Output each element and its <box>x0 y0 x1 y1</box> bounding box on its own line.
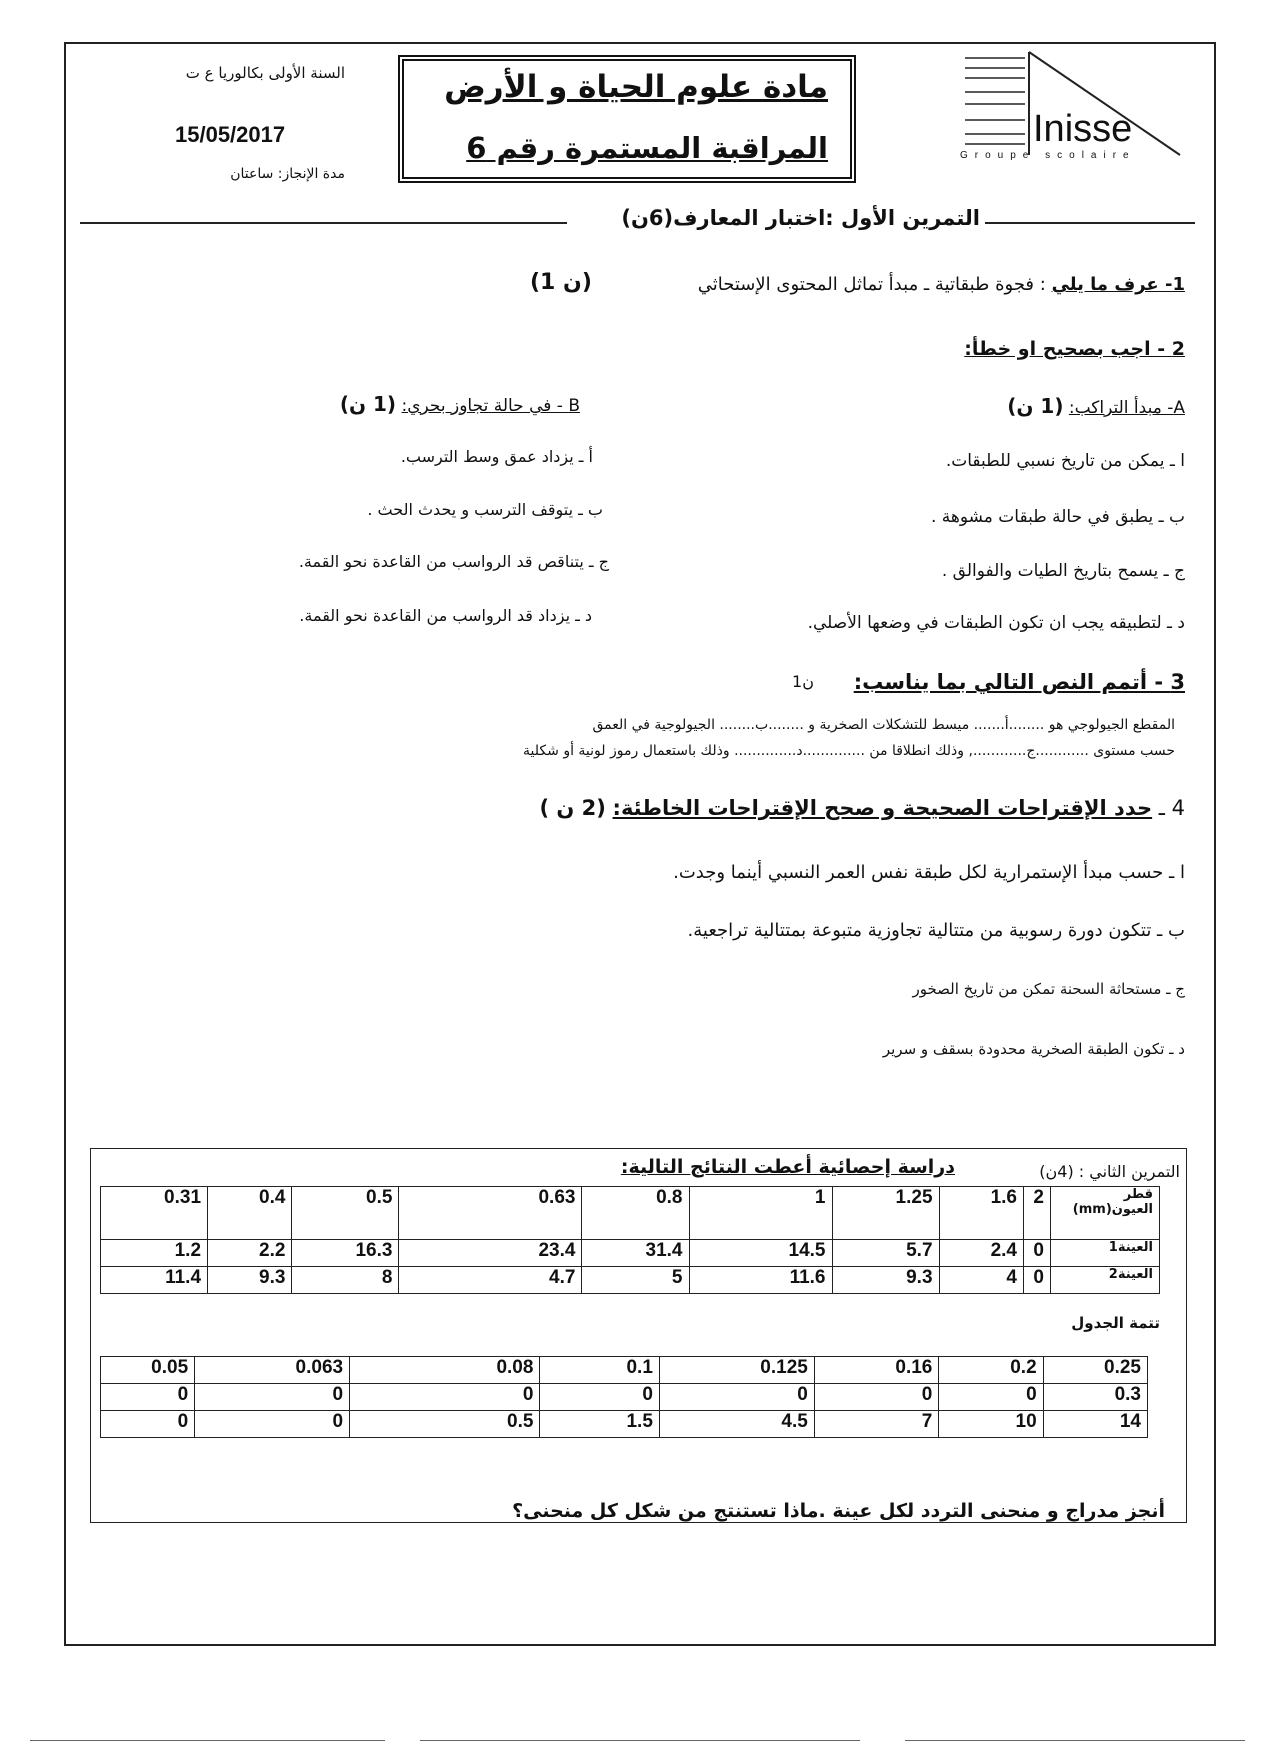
school-logo <box>955 50 1195 165</box>
table-row <box>101 1411 1148 1438</box>
q3-label: 3 - أتمم النص التالي بما يناسب: <box>853 670 1185 694</box>
table-cell: 0.2 <box>939 1357 1043 1384</box>
q3-text-line2: حسب مستوى ............ج............, وذلك انطلاقا من ..............د.............. وذلك باستعمال رموز لونية أو شكلية <box>523 743 1175 759</box>
table-cell: 0.063 <box>195 1357 350 1384</box>
title-box <box>398 55 856 183</box>
b-header <box>340 392 580 416</box>
logo-subtitle: Groupe scolaire <box>960 150 1136 161</box>
row-label: العينة2 <box>1051 1267 1160 1294</box>
section-rule-left <box>80 222 567 224</box>
q4-item: د ـ تكون الطبقة الصخرية محدودة بسقف و سرير <box>882 1040 1185 1058</box>
results-table-2 <box>100 1356 1148 1438</box>
table-cell: 23.4 <box>399 1240 582 1267</box>
q3-text-line1: المقطع الجيولوجي هو ........أ....... ميسط للتشكلات الصخرية و ........ب........ الجيولوجية في العمق <box>592 717 1175 733</box>
table-row <box>101 1187 1160 1240</box>
table-cell: 2.2 <box>208 1240 292 1267</box>
table-cell: 0 <box>659 1384 814 1411</box>
table-row <box>101 1267 1160 1294</box>
table-cell: 4.7 <box>399 1267 582 1294</box>
table-cell: 4.5 <box>659 1411 814 1438</box>
table-cell: 16.3 <box>292 1240 399 1267</box>
exercise2-intro: دراسة إحصائية أعطت النتائج التالية: <box>620 1156 955 1178</box>
table-cell: 11.6 <box>689 1267 832 1294</box>
table-cell: 1.2 <box>101 1240 208 1267</box>
q1-row <box>698 274 1185 295</box>
table-cell: 31.4 <box>582 1240 689 1267</box>
table-cell: 0 <box>1024 1240 1051 1267</box>
b-item: أ ـ يزداد عمق وسط الترسب. <box>400 447 593 466</box>
row-label: قطر العيون(mm) <box>1051 1187 1160 1240</box>
table-row <box>101 1240 1160 1267</box>
table-cell: 0 <box>1024 1267 1051 1294</box>
table-cell: 0.4 <box>208 1187 292 1240</box>
table-cell: 0.5 <box>350 1411 540 1438</box>
table-cell: 7 <box>814 1411 939 1438</box>
section-rule-right <box>985 222 1195 224</box>
q4-item: ب ـ تتكون دورة رسوبية من متتالية تجاوزية متبوعة بمتتالية تراجعية. <box>687 920 1185 941</box>
q1-points: (1 ن) <box>530 270 592 295</box>
table-cell: 0 <box>814 1384 939 1411</box>
q4-header <box>539 796 1185 820</box>
b-label: B - في حالة تجاوز بحري: <box>401 396 580 416</box>
table-cell: 5.7 <box>832 1240 939 1267</box>
table-cell: 5 <box>582 1267 689 1294</box>
table-cell: 0.08 <box>350 1357 540 1384</box>
logo-name: Inisse <box>1033 108 1133 150</box>
table-cell: 1 <box>689 1187 832 1240</box>
q1-text: : فجوة طبقاتية ـ مبدأ تماثل المحتوى الإستحاثي <box>697 274 1046 295</box>
table-cell: 0.16 <box>814 1357 939 1384</box>
table-cell: 2.4 <box>939 1240 1023 1267</box>
q4-item: ج ـ مستحاثة السحنة تمكن من تاريخ الصخور <box>912 980 1185 998</box>
row-label: العينة1 <box>1051 1240 1160 1267</box>
table-cell: 14.5 <box>689 1240 832 1267</box>
q4-points: (2 ن ) <box>539 796 606 820</box>
table-cell: 0.1 <box>540 1357 659 1384</box>
table-cell: 1.25 <box>832 1187 939 1240</box>
a-item: ا ـ يمكن من تاريخ نسبي للطبقات. <box>945 451 1185 471</box>
exam-title: المراقبة المستمرة رقم 6 <box>466 131 828 165</box>
subject-title: مادة علوم الحياة و الأرض <box>444 69 828 105</box>
q3-points: 1ن <box>792 672 814 691</box>
footer-line <box>905 1740 1245 1741</box>
a-label: A- مبدأ التراكب: <box>1068 398 1185 418</box>
table-cell: 1.6 <box>939 1187 1023 1240</box>
table-cell: 11.4 <box>101 1267 208 1294</box>
b-item: ب ـ يتوقف الترسب و يحدث الحث . <box>367 500 603 519</box>
b-item: د ـ يزداد قد الرواسب من القاعدة نحو القمة. <box>299 606 592 625</box>
table-continuation-label: تتمة الجدول <box>1071 1314 1160 1332</box>
q4-label: حدد الإقتراحات الصحيحة و صحح الإقتراحات الخاطئة: <box>612 796 1153 820</box>
table-cell: 1.5 <box>540 1411 659 1438</box>
table-cell: 0.3 <box>1043 1384 1147 1411</box>
a-item: د ـ لتطبيقه يجب ان تكون الطبقات في وضعها الأصلي. <box>807 613 1185 633</box>
exercise2-question: أنجز مدراج و منحنى التردد لكل عينة .ماذا تستنتج من شكل كل منحنى؟ <box>512 1500 1165 1522</box>
table-cell: 0 <box>195 1384 350 1411</box>
table-cell: 0 <box>101 1411 195 1438</box>
table-row <box>101 1384 1148 1411</box>
footer-line <box>30 1740 385 1741</box>
a-item: ج ـ يسمح بتاريخ الطيات والفوالق . <box>941 561 1185 581</box>
level-label: السنة الأولى بكالوريا ع ت <box>185 64 345 82</box>
table-cell: 0.25 <box>1043 1357 1147 1384</box>
table-cell: 8 <box>292 1267 399 1294</box>
table-cell: 0 <box>195 1411 350 1438</box>
q4-number: 4 ـ <box>1158 796 1185 820</box>
a-header <box>1007 394 1185 418</box>
a-item: ب ـ يطبق في حالة طبقات مشوهة . <box>930 507 1185 527</box>
table-cell: 0 <box>939 1384 1043 1411</box>
table-cell: 4 <box>939 1267 1023 1294</box>
q2-label: 2 - اجب بصحيح او خطأ: <box>964 338 1185 360</box>
table-cell: 0 <box>101 1384 195 1411</box>
table-row <box>101 1357 1148 1384</box>
b-item: ج ـ يتناقص قد الرواسب من القاعدة نحو القمة. <box>298 552 609 571</box>
table-cell: 0.31 <box>101 1187 208 1240</box>
table-cell: 0.8 <box>582 1187 689 1240</box>
exercise2-title: التمرين الثاني : (4ن) <box>1039 1162 1180 1181</box>
table-cell: 14 <box>1043 1411 1147 1438</box>
table-cell: 9.3 <box>832 1267 939 1294</box>
table-cell: 10 <box>939 1411 1043 1438</box>
duration-label: مدة الإنجاز: ساعتان <box>230 166 345 182</box>
table-cell: 0.05 <box>101 1357 195 1384</box>
table-cell: 0.125 <box>659 1357 814 1384</box>
table-cell: 9.3 <box>208 1267 292 1294</box>
table-cell: 0.5 <box>292 1187 399 1240</box>
a-points: (1 ن) <box>1007 394 1064 418</box>
table-cell: 0.63 <box>399 1187 582 1240</box>
table-cell: 0 <box>540 1384 659 1411</box>
b-points: (1 ن) <box>339 392 397 416</box>
table-cell: 0 <box>350 1384 540 1411</box>
exam-date: 15/05/2017 <box>175 122 286 147</box>
exercise1-title: التمرين الأول :اختبار المعارف(6ن) <box>621 206 980 230</box>
results-table-1 <box>100 1186 1160 1294</box>
q1-label: 1- عرف ما يلي <box>1051 274 1185 295</box>
q4-item: ا ـ حسب مبدأ الإستمرارية لكل طبقة نفس العمر النسبي أينما وجدت. <box>673 862 1185 883</box>
footer-line <box>420 1740 860 1741</box>
table-cell: 2 <box>1024 1187 1051 1240</box>
